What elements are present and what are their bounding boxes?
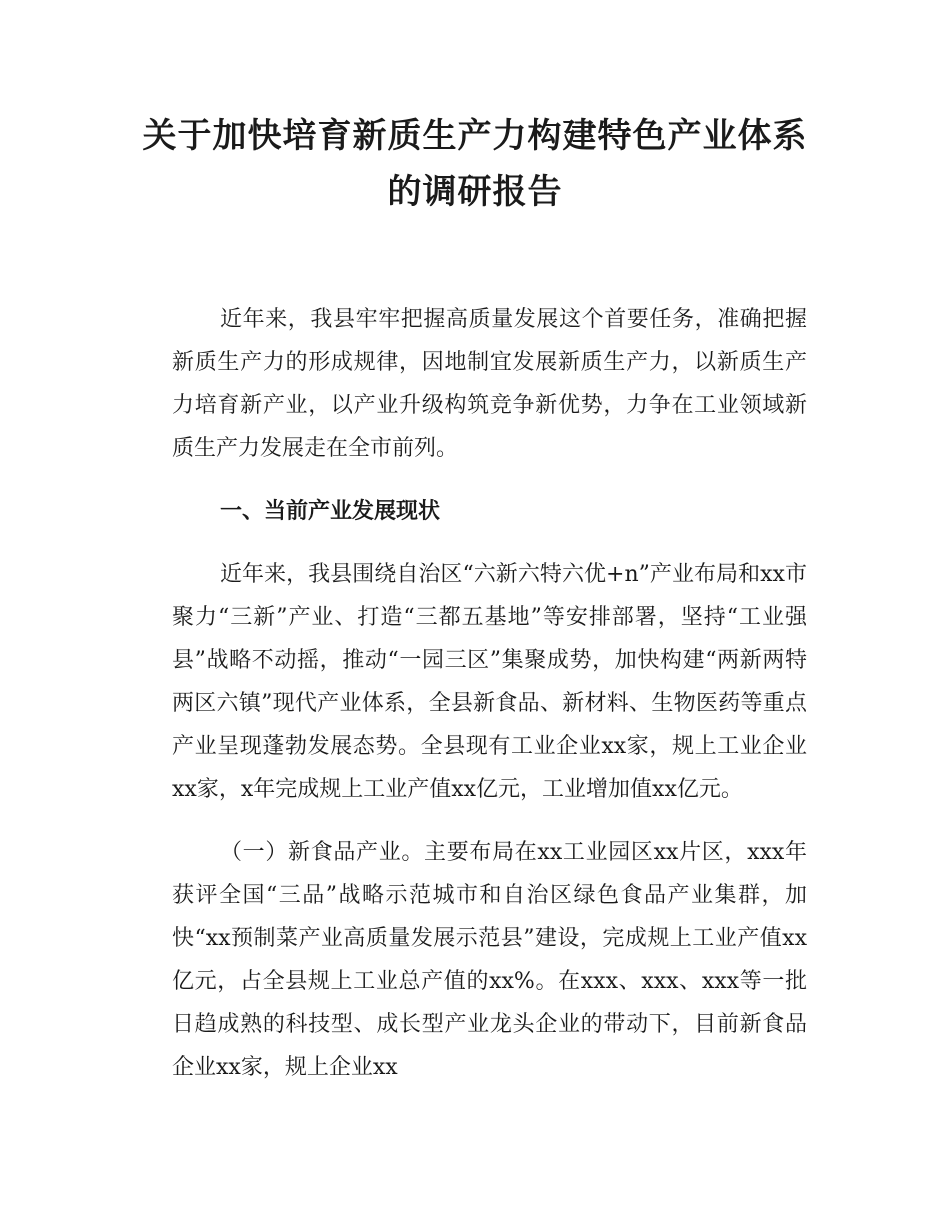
section-1-paragraph-1: 近年来，我县围绕自治区“六新六特六优+n”产业布局和xx市聚力“三新”产业、打造“三都五基地”等安排部署，坚持“工业强县”战略不动摇，推动“一园三区”集聚成势，加快构建“两新两特两区六镇”现代产业体系，全县新食品、新材料、生物医药等重点产业呈现蓬勃发展态势。全县现有工业企业xx家，规上工业企业xx家，x年完成规上工业产值xx亿元，工业增加值xx亿元。 — [172, 562, 807, 802]
document-title-line-1: 关于加快培育新质生产力构建特色产业体系 — [142, 116, 808, 156]
intro-paragraph: 近年来，我县牢牢把握高质量发展这个首要任务，准确把握新质生产力的形成规律，因地制宜发展新质生产力，以新质生产力培育新产业，以产业升级构筑竞争新优势，力争在工业领域新质生产力发展走在全市前列。 — [172, 307, 807, 461]
section-1-heading: 一、当前产业发展现状 — [220, 499, 441, 524]
section-1-paragraph-2: （一）新食品产业。主要布局在xx工业园区xx片区，xxx年获评全国“三品”战略示范城市和自治区绿色食品产业集群，加快“xx预制菜产业高质量发展示范县”建设，完成规上工业产值xx亿元，占全县规上工业总产值的xx%。在xxx、xxx、xxx等一批日趋成熟的科技型、成长型产业龙头企业的带动下，目前新食品企业xx家，规上企业xx — [172, 840, 807, 1080]
document-title-line-2: 的调研报告 — [387, 172, 563, 212]
document-body — [172, 298, 807, 1089]
